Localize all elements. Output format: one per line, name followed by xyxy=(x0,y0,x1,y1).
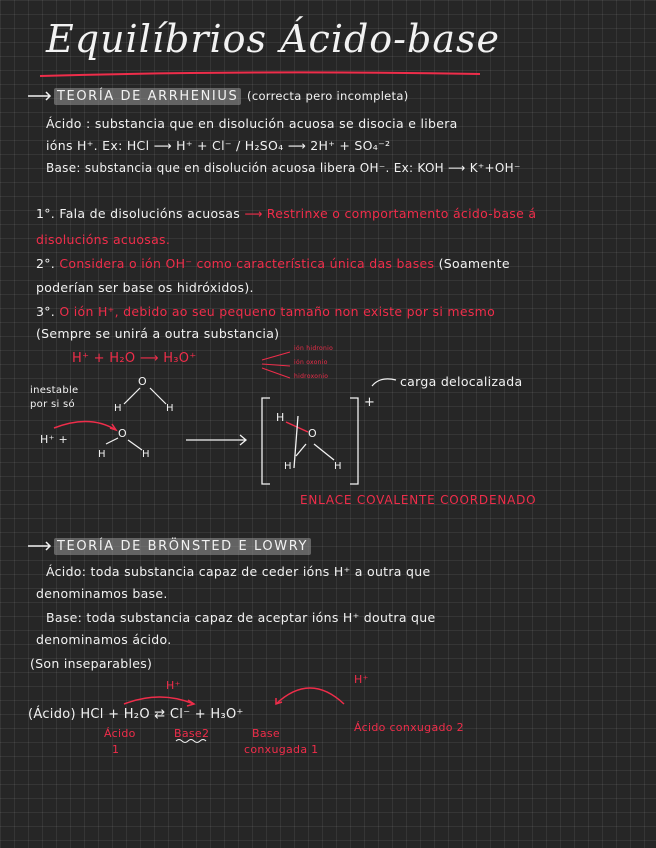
hydronium-note-3: hidroxonio xyxy=(294,373,329,380)
base-2-label: Base2 xyxy=(174,727,210,740)
carga-label: carga delocalizada xyxy=(400,374,523,389)
bronsted-base-line1: Base: toda substancia capaz de aceptar ións H⁺ doutra que xyxy=(46,610,436,625)
charge-plus: + xyxy=(364,395,376,410)
hydronium-h3: H xyxy=(334,461,342,472)
point-1-line2: disolucións acuosas. xyxy=(36,232,171,247)
page-title: Equilíbrios Ácido-base xyxy=(46,17,500,61)
point-2 xyxy=(36,258,510,271)
inestable-label-2: por si só xyxy=(30,399,75,410)
bronsted-acid-line1: Ácido: toda substancia capaz de ceder ións H⁺ a outra que xyxy=(46,564,431,579)
hydronium-h2: H xyxy=(284,461,292,472)
water-oxygen-1: O xyxy=(138,375,147,388)
point-3-line2: (Sempre se unirá a outra substancia) xyxy=(36,326,280,341)
water-h2: H xyxy=(166,403,174,414)
point-1-number: 1°. xyxy=(36,206,56,221)
proton: H⁺ + xyxy=(40,433,68,446)
water-h3: H xyxy=(98,449,106,460)
hydronium-equation: H⁺ + H₂O ⟶ H₃O⁺ xyxy=(72,351,197,366)
inestable-label-1: inestable xyxy=(30,385,79,396)
bronsted-heading xyxy=(54,540,311,553)
base-1-label: Base xyxy=(252,727,280,740)
hydronium-oxygen: O xyxy=(308,427,317,440)
arrhenius-heading xyxy=(54,90,409,103)
acid-2-label: Ácido conxugado 2 xyxy=(354,721,464,734)
water-h1: H xyxy=(114,403,122,414)
hydronium-note-2: ión oxonio xyxy=(294,359,328,366)
bronsted-acid-line2: denominamos base. xyxy=(36,586,168,601)
hydronium-note-1: ión hidronio xyxy=(294,345,334,352)
point-1 xyxy=(36,208,536,221)
bronsted-base-line2: denominamos ácido. xyxy=(36,632,172,647)
point-3-number: 3°. xyxy=(36,304,56,319)
point-2-text: (Soamente xyxy=(438,256,510,271)
enlace-label: ENLACE COVALENTE COORDENADO xyxy=(300,493,537,507)
point-2-number: 2°. xyxy=(36,256,56,271)
equation-label: (Ácido) xyxy=(28,707,76,722)
acid-1-number: 1 xyxy=(112,743,120,756)
point-2-line2: poderían ser base os hidróxidos). xyxy=(36,280,254,295)
water-oxygen-2: O xyxy=(118,427,127,440)
arrhenius-heading-text: TEORÍA DE ARRHENIUS xyxy=(54,88,241,105)
arrhenius-base-line: Base: substancia que en disolución acuosa libera OH⁻. Ex: KOH ⟶ K⁺+OH⁻ xyxy=(46,161,521,175)
proton-label-2: H⁺ xyxy=(354,673,369,686)
arrhenius-heading-note: (correcta pero incompleta) xyxy=(247,89,409,103)
point-3 xyxy=(36,306,495,319)
point-3-red-text: O ión H⁺, debido ao seu pequeno tamaño non existe por si mesmo xyxy=(59,304,496,319)
point-1-red-text: ⟶ Restrinxe o comportamento ácido-base á xyxy=(244,206,537,221)
base-1-sub: conxugada 1 xyxy=(244,743,319,756)
proton-label-1: H⁺ xyxy=(166,679,181,692)
bronsted-note: (Son inseparables) xyxy=(30,656,153,671)
arrhenius-acid-line1: Ácido : substancia que en disolución acuosa se disocia e libera xyxy=(46,116,458,131)
arrhenius-acid-line2: ións H⁺. Ex: HCl ⟶ H⁺ + Cl⁻ / H₂SO₄ ⟶ 2H⁺ + SO₄⁻² xyxy=(46,138,391,153)
equation-text: HCl + H₂O ⇄ Cl⁻ + H₃O⁺ xyxy=(80,707,244,722)
bronsted-equation xyxy=(28,708,244,721)
hydronium-h1: H xyxy=(276,411,285,424)
point-2-red-text: Considera o ión OH⁻ como característica única das bases xyxy=(59,256,435,271)
bronsted-heading-text: TEORÍA DE BRÖNSTED E LOWRY xyxy=(54,538,311,555)
acid-1-label: Ácido xyxy=(104,727,136,740)
point-1-text: Fala de disolucións acuosas xyxy=(59,206,241,221)
water-h4: H xyxy=(142,449,150,460)
